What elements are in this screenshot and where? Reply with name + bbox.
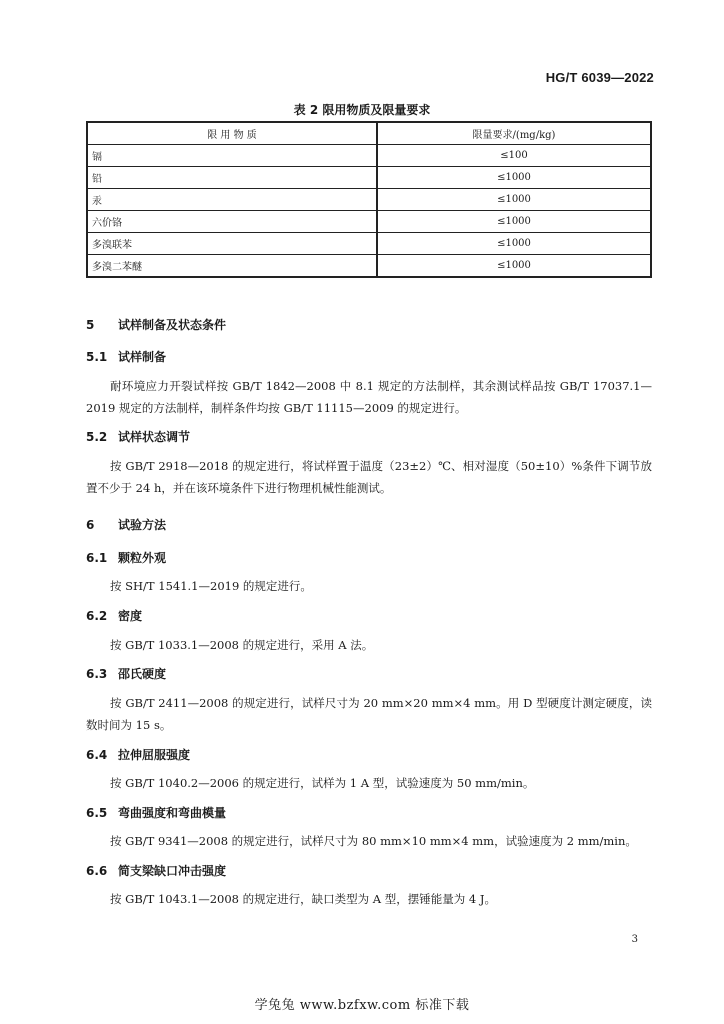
section-title: 简支梁缺口冲击强度 [118, 864, 227, 878]
section-number: 5.1 [86, 350, 108, 364]
page-number: 3 [631, 934, 638, 945]
section-title: 颗粒外观 [118, 551, 167, 565]
section-text-6-1: 按 SH/T 1541.1—2019 的规定进行。 [110, 579, 312, 593]
section-number: 6.4 [86, 748, 108, 762]
section-title: 试样制备 [118, 350, 167, 364]
section-text-6-3: 按 GB/T 2411—2008 的规定进行，试样尺寸为 20 mm×20 mm×4 mm。用 D 型硬度计测定硬度，读数时间为 15 s。 [86, 696, 652, 732]
section-title: 弯曲强度和弯曲模量 [118, 806, 227, 820]
section-text-5-1: 耐环境应力开裂试样按 GB/T 1842—2008 中 8.1 规定的方法制样，其余测试样品按 GB/T 17037.1—2019 规定的方法制样，制样条件均按 GB/T 11115—2009 的规定进行。 [86, 379, 652, 415]
table-title: 表 2 限用物质及限量要求 [293, 103, 431, 117]
section-text-5-2: 按 GB/T 2918—2018 的规定进行，将试样置于温度（23±2）℃、相对湿度（50±10）%条件下调节放置不少于 24 h，并在该环境条件下进行物理机械性能测试。 [86, 459, 652, 495]
section-number: 6.2 [86, 609, 108, 623]
section-number: 6.1 [86, 551, 108, 565]
section-number: 5.2 [86, 430, 108, 444]
section-number: 6 [86, 518, 95, 532]
section-text-6-2: 按 GB/T 1033.1—2008 的规定进行，采用 A 法。 [110, 638, 374, 652]
restricted-substances-table [86, 121, 652, 278]
section-number: 6.5 [86, 806, 108, 820]
section-text-6-6: 按 GB/T 1043.1—2008 的规定进行，缺口类型为 A 型，摆锤能量为 4 J。 [110, 892, 497, 906]
section-title: 试验方法 [118, 518, 167, 532]
table-row [87, 145, 651, 167]
section-title: 密度 [118, 609, 143, 623]
column-header-substance: 限 用 物 质 [87, 122, 377, 145]
table-header-row [87, 122, 651, 145]
substance-cell: 六价铬 [87, 211, 377, 233]
section-heading-6-5 [86, 804, 226, 821]
section-text-6-4: 按 GB/T 1040.2—2006 的规定进行，试样为 1 A 型，试验速度为 50 mm/min。 [110, 776, 535, 790]
limit-cell: ≤1000 [377, 233, 651, 255]
table-row [87, 211, 651, 233]
substance-cell: 多溴二苯醚 [87, 255, 377, 278]
limit-cell: ≤1000 [377, 167, 651, 189]
section-text-6-5: 按 GB/T 9341—2008 的规定进行，试样尺寸为 80 mm×10 mm×4 mm，试验速度为 2 mm/min。 [110, 834, 637, 848]
footer-watermark: 学兔兔 www.bzfxw.com 标准下载 [254, 998, 470, 1013]
table-row [87, 167, 651, 189]
limit-cell: ≤100 [377, 145, 651, 167]
column-header-limit: 限量要求/(mg/kg) [377, 122, 651, 145]
substance-cell: 多溴联苯 [87, 233, 377, 255]
section-heading-6 [86, 516, 166, 533]
section-title: 邵氏硬度 [118, 667, 167, 681]
substance-cell: 汞 [87, 189, 377, 211]
section-heading-5 [86, 316, 226, 333]
substance-cell: 镉 [87, 145, 377, 167]
section-heading-6-2 [86, 607, 142, 624]
section-title: 试样制备及状态条件 [118, 318, 227, 332]
section-heading-5-1 [86, 348, 166, 365]
section-number: 6.6 [86, 864, 108, 878]
section-heading-6-1 [86, 549, 166, 566]
table-row [87, 255, 651, 278]
section-heading-6-4 [86, 746, 190, 763]
section-heading-6-6 [86, 862, 226, 879]
section-number: 6.3 [86, 667, 108, 681]
substance-cell: 铅 [87, 167, 377, 189]
section-title: 拉伸屈服强度 [118, 748, 191, 762]
section-title: 试样状态调节 [118, 430, 191, 444]
standard-code: HG/T 6039—2022 [545, 70, 654, 85]
limit-cell: ≤1000 [377, 211, 651, 233]
section-heading-6-3 [86, 665, 166, 682]
table-row [87, 189, 651, 211]
section-heading-5-2 [86, 428, 190, 445]
limit-cell: ≤1000 [377, 255, 651, 278]
limit-cell: ≤1000 [377, 189, 651, 211]
section-number: 5 [86, 318, 95, 332]
table-row [87, 233, 651, 255]
